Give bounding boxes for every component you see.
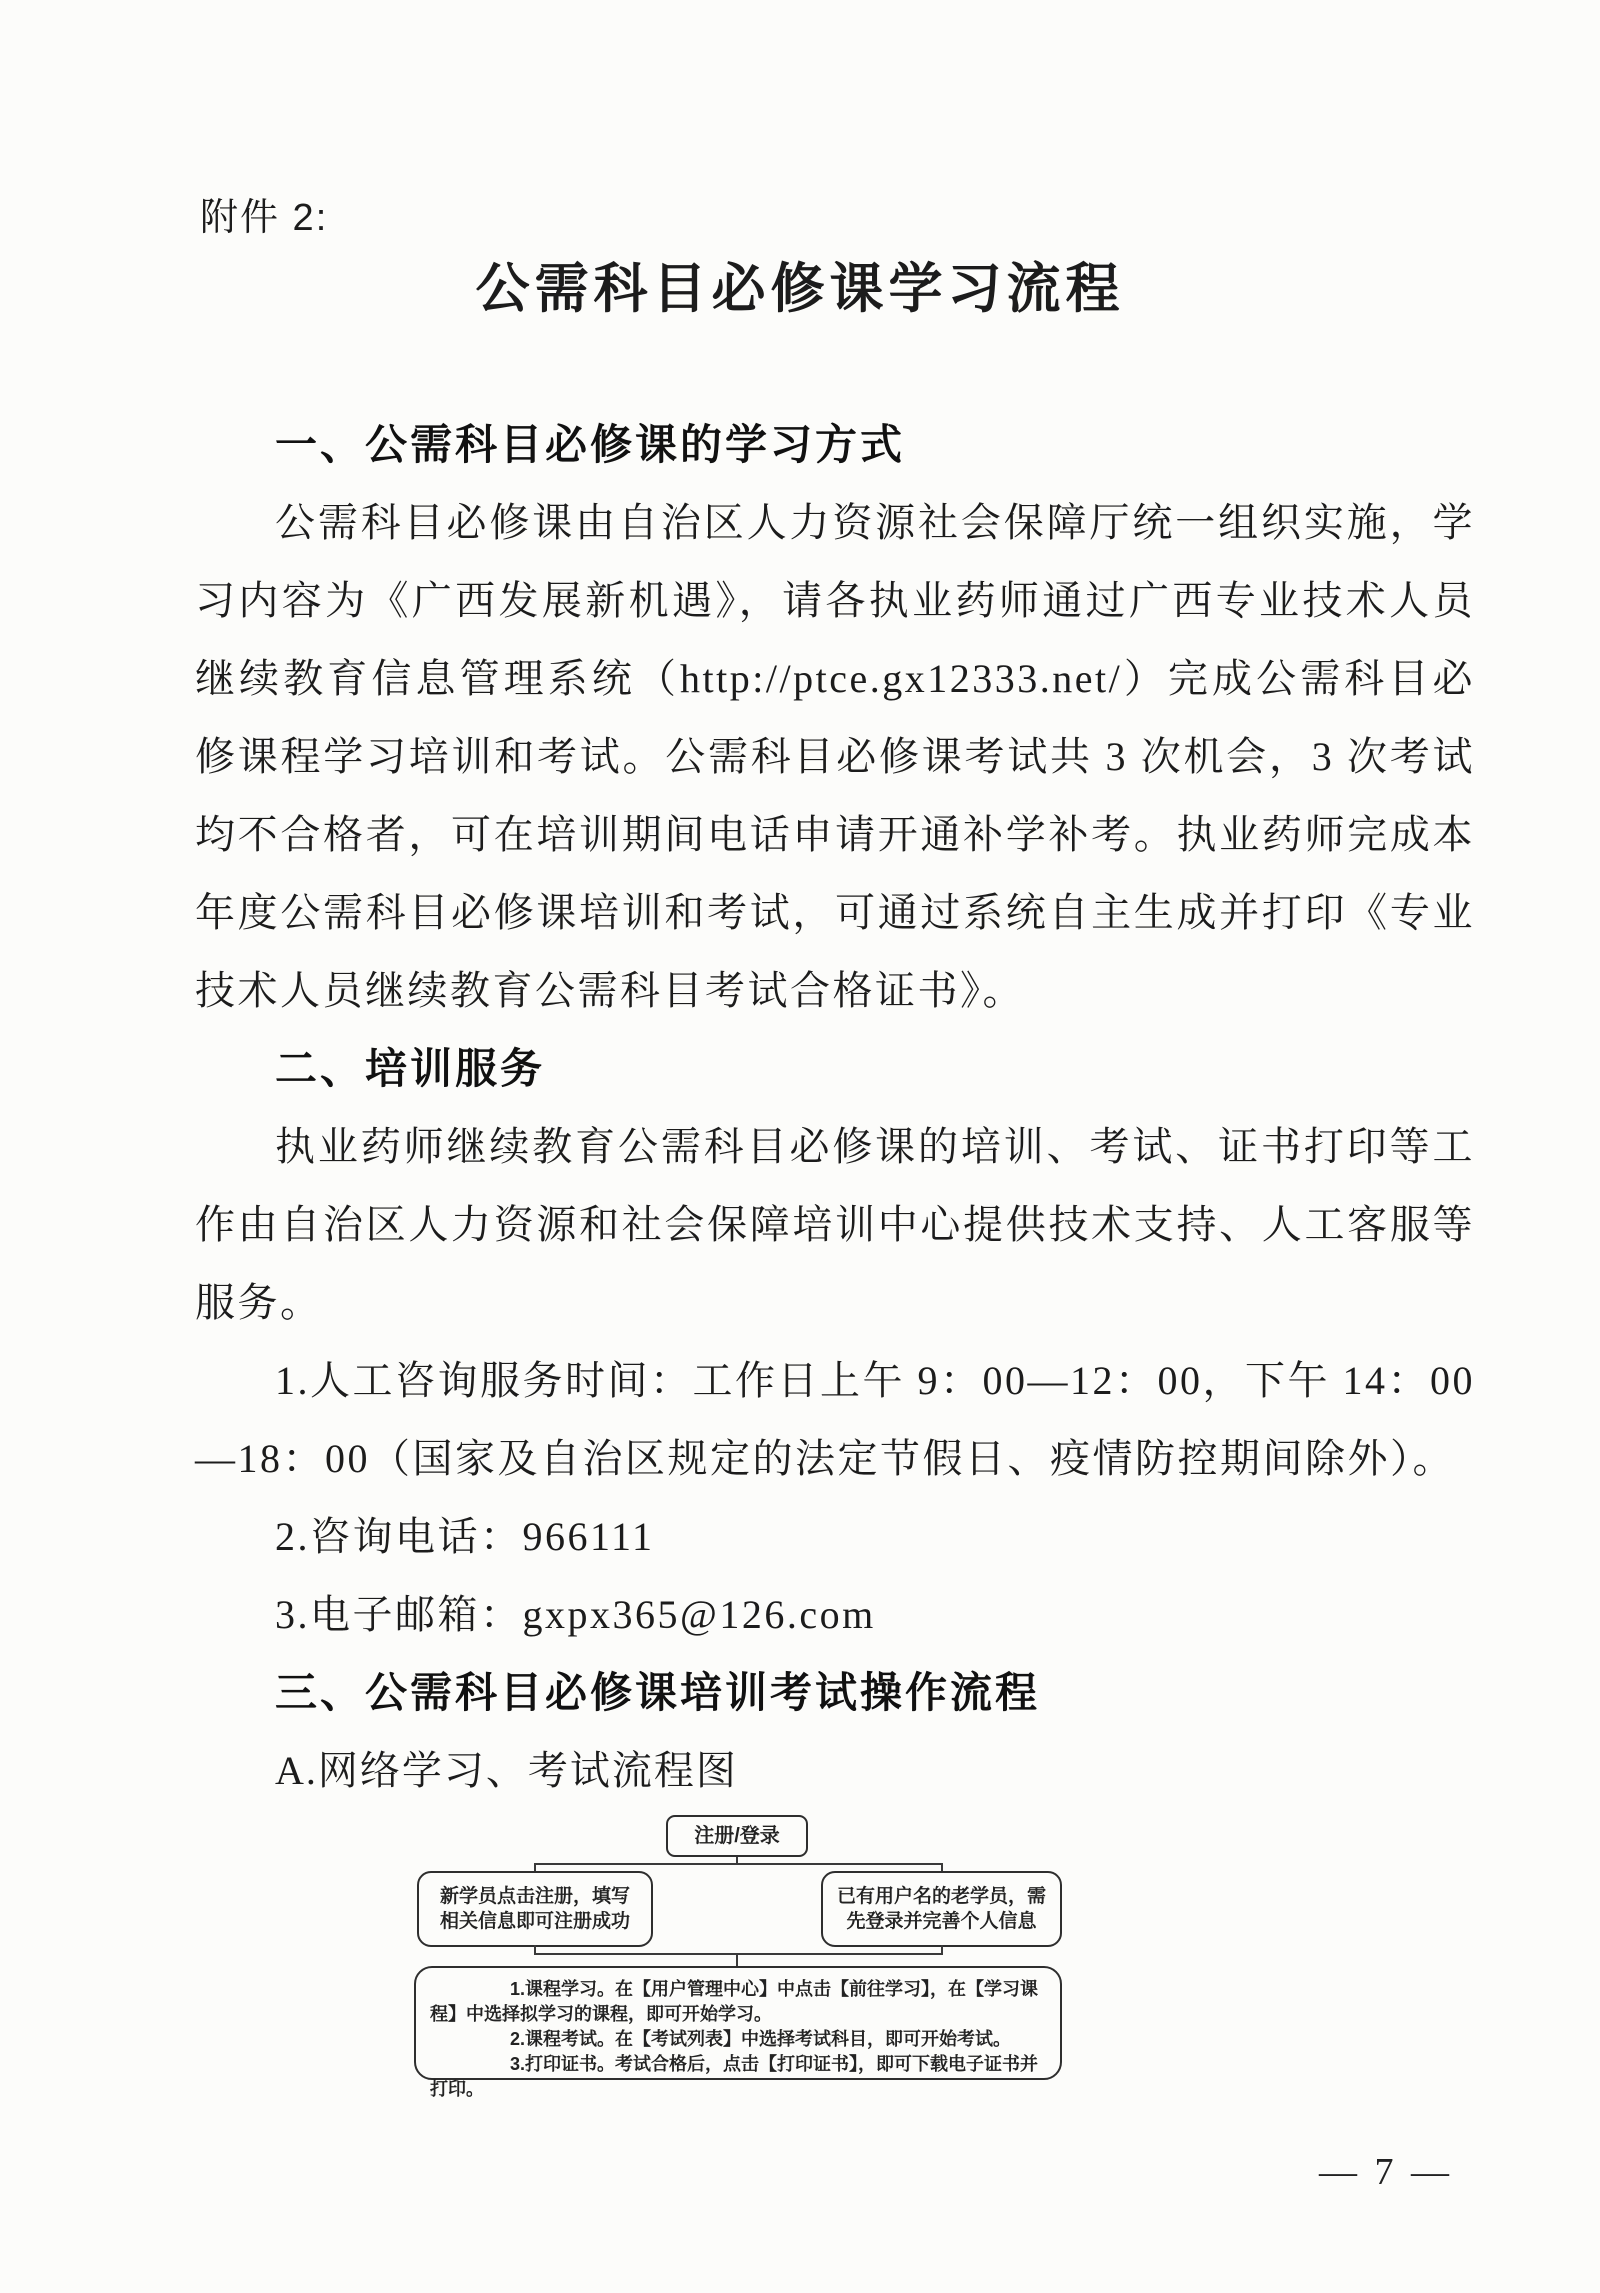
connector-line	[736, 1953, 738, 1967]
document-body	[195, 406, 1475, 2099]
email-line: 3.电子邮箱：gxpx365@126.com	[275, 1592, 876, 1637]
flowchart-caption: A.网络学习、考试流程图	[275, 1748, 738, 1793]
phone-line: 2.咨询电话：966111	[275, 1514, 655, 1559]
service-hours-paragraph: 1.人工咨询服务时间：工作日上午 9：00—12：00，下午 14：00—18：00（国家及自治区规定的法定节假日、疫情防控期间除外）。	[195, 1358, 1475, 1481]
section-2-paragraph: 执业药师继续教育公需科目必修课的培训、考试、证书打印等工作由自治区人力资源和社会保障培训中心提供技术支持、人工客服等服务。	[195, 1124, 1475, 1325]
flowchart-step-certificate: 3.打印证书。考试合格后，点击【打印证书】，即可下载电子证书并打印。	[430, 2054, 1039, 2099]
flowchart-node-steps	[414, 1966, 1062, 2099]
connector-line	[534, 1953, 943, 1955]
section-1-paragraph: 公需科目必修课由自治区人力资源社会保障厅统一组织实施，学习内容为《广西发展新机遇》，请各执业药师通过广西专业技术人员继续教育信息管理系统（http://ptce.gx12333.net/）完成公需科目必修课程学习培训和考试。公需科目必修课考试共 3 次机会，3 次考试均不合格者，可在培训期间电话申请开通补学补考。执业药师完成本年度公需科目必修课培训和考试，可通过系统自主生成并打印《专业技术人员继续教育公需科目考试合格证书》。	[195, 500, 1475, 1013]
flowchart-node-register-login: 注册/登录	[666, 1815, 808, 1857]
section-1-heading: 一、公需科目必修课的学习方式	[275, 421, 906, 468]
flowchart-node-new-student: 新学员点击注册，填写相关信息即可注册成功	[417, 1871, 653, 1947]
connector-line	[534, 1863, 943, 1865]
flowchart	[414, 1812, 1062, 2099]
section-2-heading: 二、培训服务	[275, 1045, 546, 1092]
flowchart-step-exam: 2.课程考试。在【考试列表】中选择考试科目，即可开始考试。	[510, 2029, 1012, 2049]
page-number: — 7 —	[1319, 2151, 1453, 2193]
flowchart-step-learning: 1.课程学习。在【用户管理中心】中点击【前往学习】，在【学习课程】中选择拟学习的课程，即可开始学习。	[430, 1979, 1039, 2024]
section-3-heading: 三、公需科目必修课培训考试操作流程	[275, 1669, 1041, 1716]
attachment-label: 附件 2:	[200, 197, 329, 239]
flowchart-node-existing-student: 已有用户名的老学员，需先登录并完善个人信息	[821, 1871, 1062, 1947]
page-title: 公需科目必修课学习流程	[475, 259, 1125, 319]
